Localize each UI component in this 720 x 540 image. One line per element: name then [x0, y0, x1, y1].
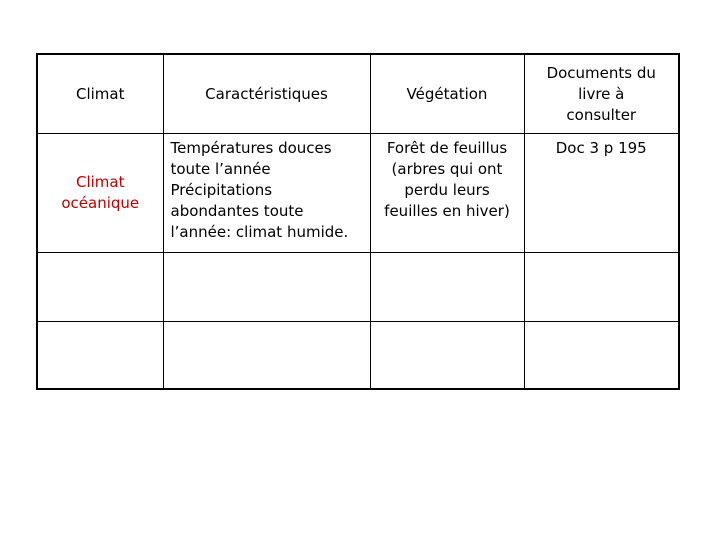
caracteristiques-line-1: Températures douces [170, 139, 332, 157]
header-caracteristiques [163, 54, 370, 134]
empty-cell [370, 253, 524, 322]
header-vegetation [370, 54, 524, 134]
empty-cell [163, 322, 370, 390]
header-climat-label: Climat [76, 84, 125, 103]
vegetation-line-2: (arbres qui ont [391, 160, 503, 178]
vegetation-line-1: Forêt de feuillus [386, 139, 508, 157]
climate-name-line-1: Climat [76, 173, 125, 191]
empty-cell [37, 322, 163, 390]
climate-table [36, 53, 680, 390]
empty-cell [524, 253, 679, 322]
header-vegetation-label: Végétation [406, 84, 488, 103]
header-climat [37, 54, 163, 134]
caracteristiques-line-5: l’année: climat humide. [170, 223, 349, 241]
header-documents-line-3: consulter [566, 105, 637, 124]
documents-value: Doc 3 p 195 [555, 139, 647, 157]
caracteristiques-line-4: abondantes toute [170, 202, 304, 220]
empty-cell [163, 253, 370, 322]
table-row-empty [37, 322, 679, 390]
table-row [37, 134, 679, 253]
vegetation-line-4: feuilles en hiver) [384, 202, 510, 220]
vegetation-line-3: perdu leurs [404, 181, 490, 199]
cell-caracteristiques [163, 134, 370, 253]
cell-vegetation [370, 134, 524, 253]
table-row-empty [37, 253, 679, 322]
header-caracteristiques-label: Caractéristiques [205, 84, 328, 103]
header-documents-line-1: Documents du [546, 63, 656, 82]
header-documents [524, 54, 679, 134]
caracteristiques-line-3: Précipitations [170, 181, 273, 199]
empty-cell [37, 253, 163, 322]
cell-climat-oceanique [37, 134, 163, 253]
caracteristiques-line-2: toute l’année [170, 160, 271, 178]
empty-cell [370, 322, 524, 390]
climate-name-line-2: océanique [61, 194, 140, 212]
empty-cell [524, 322, 679, 390]
header-documents-line-2: livre à [578, 84, 625, 103]
table-header-row [37, 54, 679, 134]
cell-documents [524, 134, 679, 253]
